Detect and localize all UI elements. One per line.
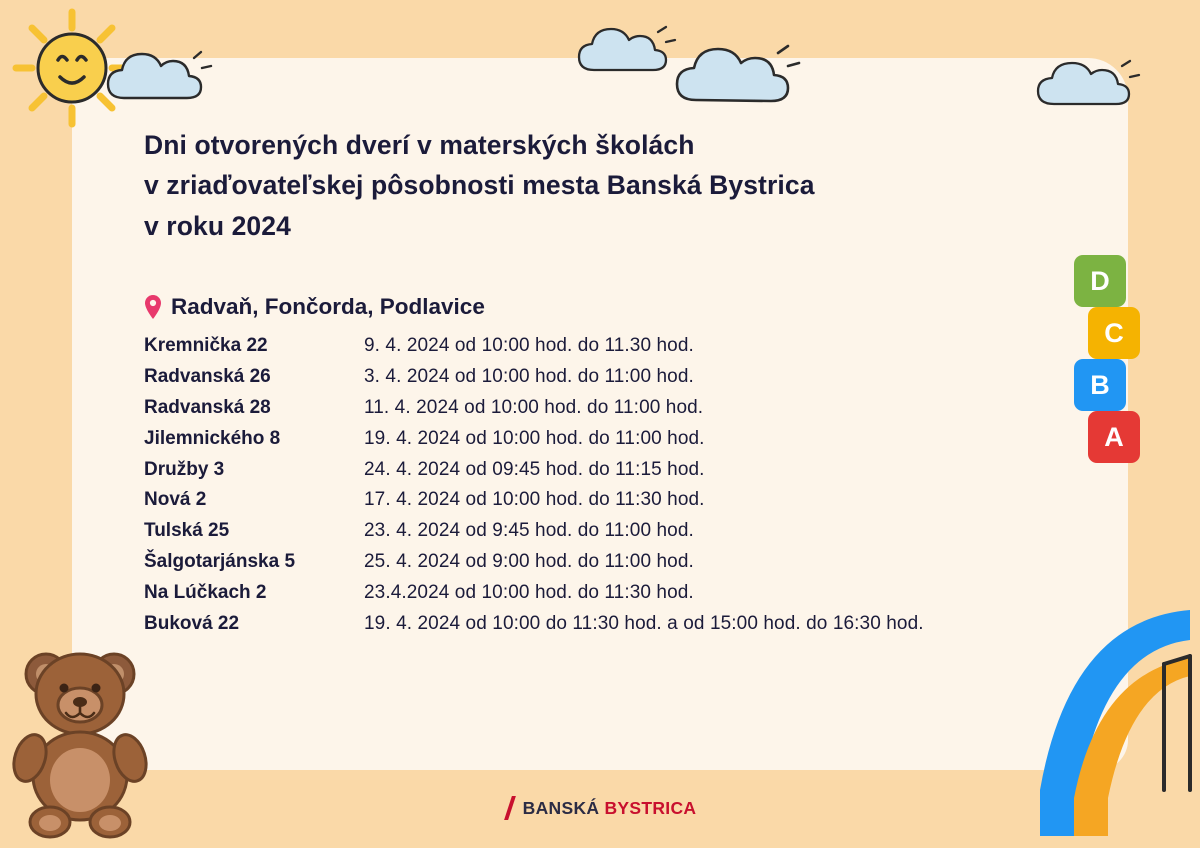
open-day-time: 9. 4. 2024 od 10:00 hod. do 11.30 hod. [364,334,694,356]
table-row [144,365,924,396]
kindergarten-name: Šalgotarjánska 5 [144,551,296,573]
cloud-icon [100,46,220,108]
cloud-icon [572,22,682,80]
cloud-icon [668,40,808,112]
block-b: B [1074,359,1126,411]
table-row [144,396,924,427]
kindergarten-name: Nová 2 [144,489,207,511]
title-line-2: v zriaďovateľskej pôsobnosti mesta Banská Bystrica [144,170,815,201]
kindergarten-name: Buková 22 [144,613,240,635]
kindergarten-name: Tulská 25 [144,520,230,542]
open-day-time: 23.4.2024 od 10:00 hod. do 11:30 hod. [364,582,694,604]
table-row [144,334,924,365]
title-line-3: v roku 2024 [144,210,291,241]
open-day-time: 23. 4. 2024 od 9:45 hod. do 11:00 hod. [364,520,694,542]
open-day-time: 17. 4. 2024 od 10:00 hod. do 11:30 hod. [364,489,705,511]
table-row [144,458,924,489]
brand-second: BYSTRICA [604,797,697,818]
schedule-table [144,334,924,643]
kindergarten-name: Radvanská 28 [144,396,271,418]
open-day-time: 24. 4. 2024 od 09:45 hod. do 11:15 hod. [364,458,705,480]
table-row [144,427,924,458]
table-row [144,612,924,643]
kindergarten-name: Na Lúčkach 2 [144,582,267,604]
kindergarten-name: Kremnička 22 [144,334,268,356]
brand-first: BANSKÁ [522,797,605,818]
block-a: A [1088,411,1140,463]
page-title [144,125,1024,246]
footer-logo [0,796,1200,820]
brand-name [523,798,697,819]
section-header [144,294,1024,320]
logo-slash-icon [504,796,516,820]
table-row [144,488,924,519]
kindergarten-name: Družby 3 [144,458,225,480]
block-d: D [1074,255,1126,307]
open-day-time: 11. 4. 2024 od 10:00 hod. do 11:00 hod. [364,396,704,418]
kindergarten-name: Jilemnického 8 [144,427,281,449]
alphabet-blocks [1068,255,1148,475]
title-line-1: Dni otvorených dverí v materských školách [144,130,695,160]
open-day-time: 19. 4. 2024 od 10:00 hod. do 11:00 hod. [364,427,705,449]
open-day-time: 19. 4. 2024 od 10:00 do 11:30 hod. a od 15:00 hod. do 16:30 hod. [364,613,924,635]
kindergarten-name: Radvanská 26 [144,365,271,387]
table-row [144,550,924,581]
table-row [144,581,924,612]
map-pin-icon [144,294,162,320]
block-c: C [1088,307,1140,359]
open-day-time: 3. 4. 2024 od 10:00 hod. do 11:00 hod. [364,365,694,387]
cloud-icon [1030,56,1146,114]
poster-content [144,125,1024,643]
open-day-time: 25. 4. 2024 od 9:00 hod. do 11:00 hod. [364,551,694,573]
table-row [144,519,924,550]
section-label: Radvaň, Fončorda, Podlavice [171,293,485,319]
